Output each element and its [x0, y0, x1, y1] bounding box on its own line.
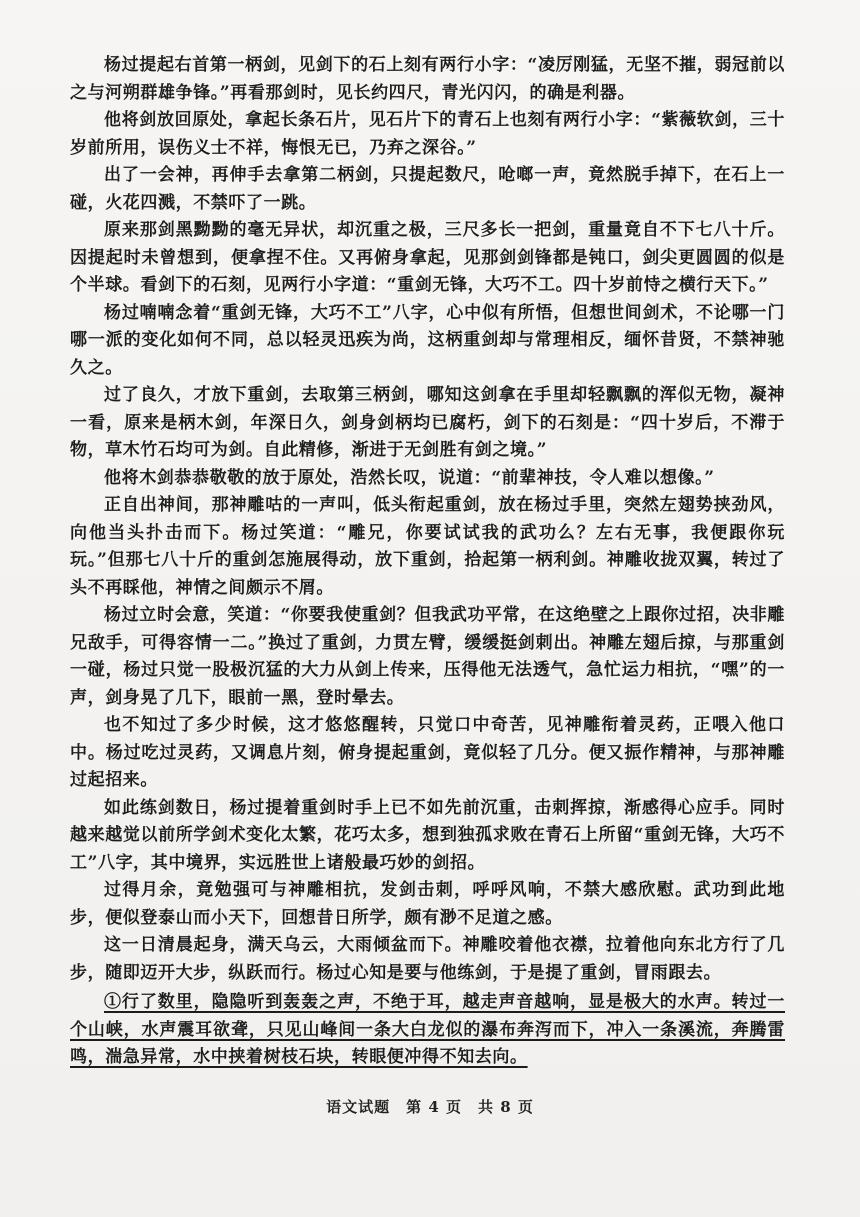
- paragraph: 正自出神间，那神雕咕的一声叫，低头衔起重剑，放在杨过手里，突然左翅势挟劲风，向他当头扑击而下。杨过笑道：“雕兄，你要试试我的武功么？左右无事，我便跟你玩玩。”但那七八十斤的重剑怎施展得动，放下重剑，拾起第一柄利剑。神雕收拢双翼，转过了头不再睬他，神情之间颇示不屑。: [70, 495, 785, 598]
- paragraph: 他将剑放回原处，拿起长条石片，见石片下的青石上也刻有两行小字：“紫薇软剑，三十岁前所用，误伤义士不祥，悔恨无已，乃弃之深谷。”: [70, 110, 785, 158]
- paragraph: 杨过喃喃念着“重剑无锋，大巧不工”八字，心中似有所悟，但想世间剑术，不论哪一门哪一派的变化如何不同，总以轻灵迅疾为尚，这柄重剑却与常理相反，缅怀昔贤，不禁神驰久之。: [70, 302, 785, 378]
- paragraph: 杨过提起右首第一柄剑，见剑下的石上刻有两行小字：“凌厉刚猛，无坚不摧，弱冠前以之与河朔群雄争锋。”再看那剑时，见长约四尺，青光闪闪，的确是利器。: [70, 55, 785, 103]
- paragraph: 这一日清晨起身，满天乌云，大雨倾盆而下。神雕咬着他衣襟，拉着他向东北方行了几步，随即迈开大步，纵跃而行。杨过心知是要与他练剑，于是提了重剑，冒雨跟去。: [70, 935, 785, 983]
- paragraph: 也不知过了多少时候，这才悠悠醒转，只觉口中奇苦，见神雕衔着灵药，正喂入他口中。杨过吃过灵药，又调息片刻，俯身提起重剑，竟似轻了几分。便又振作精神，与那神雕过起招来。: [70, 715, 785, 790]
- paragraph: 原来那剑黑黝黝的毫无异状，却沉重之极，三尺多长一把剑，重量竟自不下七八十斤。因提起时未曾想到，便拿捏不住。又再俯身拿起，见那剑剑锋都是钝口，剑尖更圆圆的似是个半球。看剑下的石刻，见两行小字道：“重剑无锋，大巧不工。四十岁前恃之横行天下。”: [70, 220, 785, 295]
- paragraph: 过得月余，竟勉强可与神雕相抗，发剑击刺，呼呼风响，不禁大感欣慰。武功到此地步，便似登泰山而小天下，回想昔日所学，颇有渺不足道之感。: [70, 880, 785, 928]
- page-footer: 语文试题 第 4 页 共 8 页: [326, 1098, 534, 1116]
- paragraph: 杨过立时会意，笑道：“你要我使重剑？但我武功平常，在这绝壁之上跟你过招，决非雕兄敌手，可得容情一二。”换过了重剑，力贯左臂，缓缓挺剑刺出。神雕左翅后掠，与那重剑一碰，杨过只觉一股极沉猛的大力从剑上传来，压得他无法透气，急忙运力相抗，“嘿”的一声，剑身晃了几下，眼前一黑，登时晕去。: [70, 605, 785, 708]
- paragraph: 如此练剑数日，杨过提着重剑时手上已不如先前沉重，击刺挥掠，渐感得心应手。同时越来越觉以前所学剑术变化太繁，花巧太多，想到独孤求败在青石上所留“重剑无锋，大巧不工”八字，其中境界，实远胜世上诸般最巧妙的剑招。: [70, 797, 785, 873]
- underlined-paragraph: ①行了数里，隐隐听到轰轰之声，不绝于耳，越走声音越响，显是极大的水声。转过一个山峡，水声震耳欲聋，只见山峰间一条大白龙似的瀑布奔泻而下，冲入一条溪流，奔腾雷鸣，湍急异常，水中挟着树枝石块，转眼便冲得不知去向。: [70, 992, 785, 1067]
- paragraph: 过了良久，才放下重剑，去取第三柄剑，哪知这剑拿在手里却轻飘飘的浑似无物，凝神一看，原来是柄木剑，年深日久，剑身剑柄均已腐朽，剑下的石刻是：“四十岁后，不滞于物，草木竹石均可为剑。自此精修，渐进于无剑胜有剑之境。”: [70, 385, 785, 460]
- passage-body: [70, 52, 785, 1072]
- paragraph: 出了一会神，再伸手去拿第二柄剑，只提起数尺，呛啷一声，竟然脱手掉下，在石上一碰，火花四溅，不禁吓了一跳。: [70, 165, 785, 213]
- paragraph: 他将木剑恭恭敬敬的放于原处，浩然长叹，说道：“前辈神技，令人难以想像。”: [104, 467, 715, 488]
